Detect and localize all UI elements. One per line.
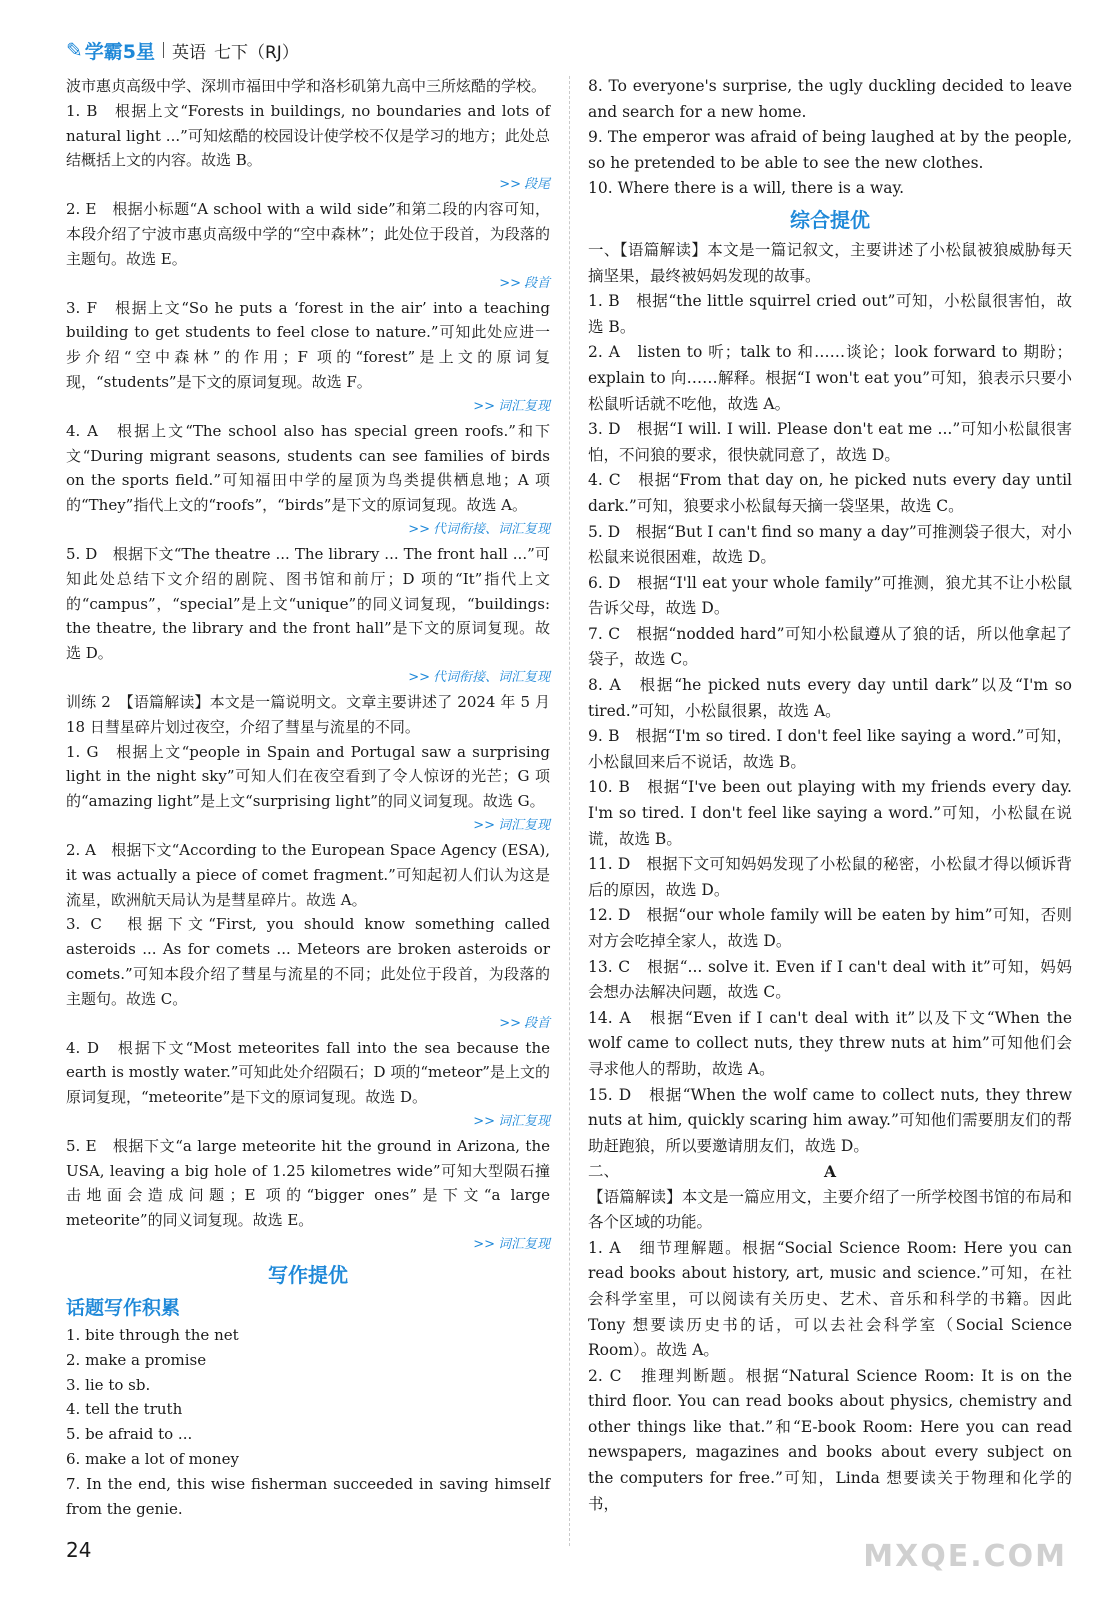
answer-item: 1. bite through the net bbox=[66, 1326, 239, 1345]
skill-tag bbox=[66, 814, 550, 838]
skill-tag bbox=[66, 173, 550, 197]
skill-tag bbox=[66, 1233, 550, 1257]
answer-item: 6. D 根据“I'll eat your whole family”可推测，狼尤其不让小松鼠告诉父母，故选 D。 bbox=[588, 573, 1072, 618]
double-arrow-icon: >> bbox=[499, 275, 521, 291]
answer-item: 二、 bbox=[588, 1162, 620, 1181]
double-arrow-icon: >> bbox=[499, 1015, 521, 1031]
section-subtitle: 话题写作积累 bbox=[66, 1297, 181, 1320]
answer-item: 3. lie to sb. bbox=[66, 1375, 151, 1394]
brand-logo bbox=[66, 37, 155, 64]
skill-tag bbox=[66, 1012, 550, 1036]
answer-item: 1. B 根据“the little squirrel cried out”可知，小松鼠很害怕，故选 B。 bbox=[588, 292, 1072, 336]
answer-item: 10. B 根据“I've been out playing with my friends every day. I'm so tired. I don't feel like saying a word.”可知，小松鼠在说谎，故选 B。 bbox=[588, 778, 1072, 848]
answer-item: 14. A 根据“Even if I can't deal with it”以及下文“When the wolf came to collect nuts, they threw nuts at him”可知他们会寻求他人的帮助，故选 A。 bbox=[588, 1008, 1072, 1078]
skill-tag-label: 词汇复现 bbox=[497, 1237, 550, 1253]
skill-tag bbox=[66, 518, 550, 542]
feather-icon: ✎ bbox=[66, 38, 83, 62]
answer-item: 2. A 根据下文“According to the European Space Agency (ESA), it was actually a piece of comet fragment.”可知起初人们认为这是流星，欧洲航天局认为是彗星碎片。故选 A。 bbox=[66, 840, 550, 909]
column-divider bbox=[569, 76, 570, 1546]
answer-item: 8. A 根据“he picked nuts every day until dark”以及“I'm so tired.”可知，小松鼠很累，故选 A。 bbox=[588, 676, 1072, 720]
skill-tag-label: 段尾 bbox=[523, 177, 550, 193]
skill-tag-label: 代词衔接、词汇复现 bbox=[432, 669, 550, 685]
answer-item: 波市惠贞高级中学、深圳市福田中学和洛杉矶第九高中三所炫酷的学校。 bbox=[66, 77, 547, 95]
answer-item: 12. D 根据“our whole family will be eaten by him”可知，否则对方会吃掉全家人，故选 D。 bbox=[588, 906, 1072, 950]
skill-tag-label: 代词衔接、词汇复现 bbox=[432, 521, 550, 537]
answer-item: 5. D 根据“But I can't find so many a day”可推测袋子很大，对小松鼠来说很困难，故选 D。 bbox=[588, 522, 1072, 567]
skill-tag bbox=[66, 1110, 550, 1134]
answer-item: 7. In the end, this wise fisherman succeeded in saving himself from the genie. bbox=[66, 1474, 550, 1518]
answer-item: 5. D 根据下文“The theatre ... The library ... The front hall ...”可知此处总结下文介绍的剧院、图书馆和前厅；D 项的“It”指代上文的“campus”，“special”是上文“unique”的同义词复现，“buildings: the theatre, the library and the front hall”是下文的原词复现。故选 D。 bbox=[66, 544, 550, 663]
logo-text: 学霸5星 bbox=[84, 40, 155, 63]
page-number: 24 bbox=[66, 1538, 92, 1562]
skill-tag bbox=[66, 666, 550, 690]
answer-item: 11. D 根据下文可知妈妈发现了小松鼠的秘密，小松鼠才得以倾诉背后的原因，故选 D。 bbox=[588, 855, 1072, 899]
left-column bbox=[66, 74, 550, 1521]
header-separator bbox=[163, 42, 164, 58]
answer-item: 3. C 根据下文“First, you should know something called asteroids ... As for comets ... Meteors are broken asteroids or comets.”可知本段介绍了彗星与流星的不同；此处位于段首，为段落的主题句。故选 C。 bbox=[66, 915, 550, 1008]
skill-tag-label: 词汇复现 bbox=[497, 398, 550, 414]
page-header bbox=[66, 36, 299, 64]
answer-item: 9. The emperor was afraid of being laughed at by the people, so he pretended to be able to see the new clothes. bbox=[588, 128, 1072, 172]
answer-item: 15. D 根据“When the wolf came to collect nuts, they threw nuts at him, quickly scaring him away.”可知他们需要朋友们的帮助赶跑狼，所以要邀请朋友们，故选 D。 bbox=[588, 1085, 1072, 1155]
answer-item: 4. tell the truth bbox=[66, 1400, 183, 1419]
grade-label: 七下（RJ） bbox=[214, 42, 299, 63]
subject-label: 英语 bbox=[172, 42, 206, 63]
double-arrow-icon: >> bbox=[473, 398, 495, 414]
answer-item: 4. A 根据上文“The school also has special green roofs.”和下文“During migrant seasons, students can see families of birds on the sports field.”可知福田中学的屋顶为鸟类提供栖息地；A 项的“They”指代上文的“roofs”，“birds”是下文的原词复现。故选 A。 bbox=[66, 421, 550, 515]
answer-item: 2. A listen to 听；talk to 和……谈论；look forward to 期盼；explain to 向……解释。根据“I won't eat you”可知，狼表示只要小松鼠听话就不吃他，故选 A。 bbox=[588, 343, 1072, 413]
double-arrow-icon: >> bbox=[499, 177, 521, 193]
answer-item: 10. Where there is a will, there is a way. bbox=[588, 179, 905, 198]
double-arrow-icon: >> bbox=[473, 817, 495, 833]
watermark: MXQE.COM bbox=[863, 1539, 1067, 1574]
right-column bbox=[588, 74, 1072, 1517]
skill-tag-label: 段首 bbox=[523, 275, 550, 291]
answer-item: 4. D 根据下文“Most meteorites fall into the sea because the earth is mostly water.”可知此处介绍陨石；D 项的“meteor”是上文的原词复现，“meteorite”是下文的原词复现。故选 D。 bbox=[66, 1038, 550, 1107]
answer-item: 3. D 根据“I will. I will. Please don't eat me ...”可知小松鼠很害怕，不问狼的要求，很快就同意了，故选 D。 bbox=[588, 420, 1072, 464]
answer-item: 1. A 细节理解题。根据“Social Science Room: Here you can read books about history, art, music and science.”可知，在社会科学室里，可以阅读有关历史、艺术、音乐和科学的书籍。因此 Tony 想要读历史书的话，可以去社会科学室（Social Science Room）。故选 A。 bbox=[588, 1238, 1072, 1360]
answer-item: 7. C 根据“nodded hard”可知小松鼠遵从了狼的话，所以他拿起了袋子，故选 C。 bbox=[588, 624, 1072, 669]
double-arrow-icon: >> bbox=[408, 521, 430, 537]
double-arrow-icon: >> bbox=[473, 1113, 495, 1129]
answer-item: 6. make a lot of money bbox=[66, 1450, 239, 1469]
answer-item: 1. B 根据上文“Forests in buildings, no boundaries and lots of natural light ...”可知炫酷的校园设计使学校不仅是学习的地方；此处总结概括上文的内容。故选 B。 bbox=[66, 101, 550, 170]
skill-tag bbox=[66, 395, 550, 419]
skill-tag bbox=[66, 272, 550, 296]
double-arrow-icon: >> bbox=[473, 1237, 495, 1253]
answer-item: 2. E 根据小标题“A school with a wild side”和第二段的内容可知，本段介绍了宁波市惠贞高级中学的“空中森林”；此处位于段首，为段落的主题句。故选 E。 bbox=[66, 200, 550, 268]
answer-item: 一、【语篇解读】本文是一篇记叙文，主要讲述了小松鼠被狼威胁每天摘坚果，最终被妈妈发现的故事。 bbox=[588, 240, 1072, 285]
double-arrow-icon: >> bbox=[408, 669, 430, 685]
answer-item: 4. C 根据“From that day on, he picked nuts every day until dark.”可知，狼要求小松鼠每天摘一袋坚果，故选 C。 bbox=[588, 471, 1072, 515]
answer-item: 5. be afraid to ... bbox=[66, 1425, 193, 1444]
section-title: 写作提优 bbox=[268, 1263, 348, 1288]
answer-item: 9. B 根据“I'm so tired. I don't feel like saying a word.”可知，小松鼠回来后不说话，故选 B。 bbox=[588, 727, 1072, 771]
skill-tag-label: 段首 bbox=[523, 1015, 550, 1031]
section-title: 综合提优 bbox=[790, 207, 870, 232]
answer-item: 1. G 根据上文“people in Spain and Portugal saw a surprising light in the night sky”可知人们在夜空看到了令人惊讶的光芒；G 项的“amazing light”是上文“surprising light”的同义词复现。故选 G。 bbox=[66, 742, 550, 811]
answer-item: 训练 2 【语篇解读】本文是一篇说明文。文章主要讲述了 2024 年 5 月 18 日彗星碎片划过夜空，介绍了彗星与流星的不同。 bbox=[66, 692, 550, 736]
answer-item: 5. E 根据下文“a large meteorite hit the ground in Arizona, the USA, leaving a big hole of 1.25 kilometres wide”可知大型陨石撞击地面会造成问题；E 项的“bigger ones”是下文“a large meteorite”的同义词复现。故选 E。 bbox=[66, 1136, 550, 1230]
answer-item: 13. C 根据“... solve it. Even if I can't deal with it”可知，妈妈会想办法解决问题，故选 C。 bbox=[588, 957, 1072, 1002]
skill-tag-label: 词汇复现 bbox=[497, 817, 550, 833]
answer-item: 2. make a promise bbox=[66, 1350, 207, 1369]
answer-item: 8. To everyone's surprise, the ugly duckling decided to leave and search for a new home. bbox=[588, 77, 1072, 121]
passage-label: A bbox=[823, 1161, 837, 1181]
skill-tag-label: 词汇复现 bbox=[497, 1113, 550, 1129]
answer-item: 2. C 推理判断题。根据“Natural Science Room: It is on the third floor. You can read books about physics, chemistry and other things like that.”和“E-book Room: Here you can read newspapers, magazines and books about every subject on the computers for free.”可知，Linda 想要读关于物理和化学的书， bbox=[588, 1366, 1072, 1513]
answer-item: 3. F 根据上文“So he puts a ‘forest in the air’ into a teaching building to get students to feel close to nature.”可知此处应进一步介绍“空中森林”的作用；F 项的“forest”是上文的原词复现，“students”是下文的原词复现。故选 F。 bbox=[66, 298, 550, 391]
answer-item: 【语篇解读】本文是一篇应用文，主要介绍了一所学校图书馆的布局和各个区域的功能。 bbox=[588, 1187, 1072, 1232]
